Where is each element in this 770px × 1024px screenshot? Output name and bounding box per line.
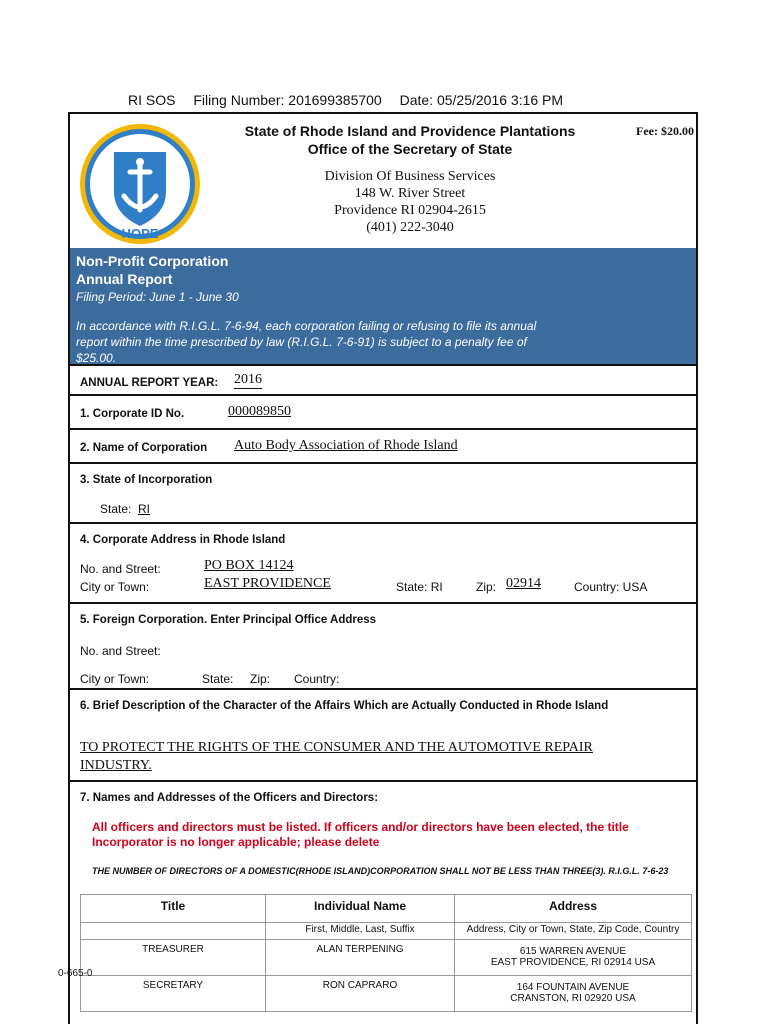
- corporation-name-label: 2. Name of Corporation: [80, 442, 208, 454]
- report-year-value: 2016: [234, 372, 262, 387]
- agency-label: RI SOS: [128, 92, 176, 108]
- corporate-id-value: 000089850: [228, 404, 291, 419]
- description-row: [70, 690, 696, 782]
- officer-address: [455, 940, 692, 976]
- division-phone: (401) 222-3040: [366, 220, 454, 235]
- corporate-address-row: [70, 524, 696, 604]
- corporate-address-label: 4. Corporate Address in Rhode Island: [80, 534, 286, 546]
- description-line-1: TO PROTECT THE RIGHTS OF THE CONSUMER AND THE AUTOMOTIVE REPAIR: [80, 740, 593, 755]
- officer-address: [455, 976, 692, 1012]
- fee-label: Fee: $20.00: [636, 124, 694, 138]
- officer-address-line-2: EAST PROVIDENCE, RI 02914 USA: [490, 957, 656, 968]
- division-address: [260, 168, 560, 236]
- officers-table: [80, 894, 692, 1012]
- foreign-state-label: State:: [202, 672, 234, 686]
- zip-value: 02914: [506, 576, 541, 591]
- state-value: RI: [138, 502, 150, 516]
- foreign-street-label: No. and Street:: [80, 644, 161, 658]
- address-country: Country: USA: [574, 580, 648, 594]
- city-value: EAST PROVIDENCE: [204, 576, 331, 591]
- foreign-corporation-row: [70, 604, 696, 690]
- officers-section: [70, 782, 696, 1022]
- foreign-corporation-label: 5. Foreign Corporation. Enter Principal Office Address: [80, 614, 377, 626]
- foreign-zip-label: Zip:: [250, 672, 271, 686]
- state-incorporation-label: 3. State of Incorporation: [80, 474, 213, 486]
- seal-text: HOPE: [121, 226, 159, 241]
- table-row: [81, 976, 692, 1012]
- name-header: Individual Name: [266, 895, 455, 923]
- officers-warning: All officers and directors must be listed. If officers and/or directors have been elected, the title Incorporator is no longer applicable; please delete: [92, 820, 629, 849]
- table-subheader-row: [81, 923, 692, 940]
- state-incorporation-row: [70, 464, 696, 524]
- title-header: Title: [81, 895, 266, 923]
- officer-address-line-1: 164 FOUNTAIN AVENUE: [516, 982, 630, 993]
- foreign-country-label: Country:: [294, 672, 340, 686]
- officer-address-line-2: CRANSTON, RI 02920 USA: [510, 993, 636, 1004]
- street-value: PO BOX 14124: [204, 558, 294, 573]
- corporate-id-row: [70, 396, 696, 430]
- office-name: Office of the Secretary of State: [307, 141, 513, 157]
- penalty-notice: In accordance with R.I.G.L. 7-6-94, each corporation failing or refusing to file its annual report within the time prescribed by law (R.I.G.L. 7-6-91) is subject to a penalty fee of $25.00.: [76, 319, 537, 365]
- filing-number: Filing Number: 201699385700: [193, 92, 382, 108]
- officer-title: TREASURER: [81, 940, 266, 976]
- officers-label: 7. Names and Addresses of the Officers and Directors:: [80, 792, 379, 804]
- directors-rule: THE NUMBER OF DIRECTORS OF A DOMESTIC(RHODE ISLAND)CORPORATION SHALL NOT BE LESS THAN THREE(3). R.I.G.L. 7-6-23: [92, 866, 669, 876]
- foreign-city-label: City or Town:: [80, 672, 150, 686]
- form-header: [70, 114, 696, 248]
- zip-label: Zip:: [476, 580, 497, 594]
- street-label: No. and Street:: [80, 562, 161, 576]
- officer-address-line-1: 615 WARREN AVENUE: [519, 946, 627, 957]
- corporate-id-label: 1. Corporate ID No.: [80, 408, 185, 420]
- report-banner: [70, 248, 696, 364]
- state-seal-icon: [78, 122, 202, 246]
- address-header: Address: [455, 895, 692, 923]
- filing-period: Filing Period: June 1 - June 30: [76, 290, 239, 304]
- report-name: Annual Report: [76, 271, 173, 287]
- address-state: State: RI: [396, 580, 443, 594]
- table-row: [81, 940, 692, 976]
- officer-name: RON CAPRARO: [266, 976, 455, 1012]
- report-type: Non-Profit Corporation: [76, 253, 229, 269]
- officer-name: ALAN TERPENING: [266, 940, 455, 976]
- corporation-name-value: Auto Body Association of Rhode Island: [234, 438, 458, 453]
- description-label: 6. Brief Description of the Character of the Affairs Which are Actually Conducted in Rhode Island: [80, 700, 609, 712]
- officer-title: SECRETARY: [81, 976, 266, 1012]
- report-year-label: ANNUAL REPORT YEAR:: [80, 377, 219, 389]
- annual-report-form: [68, 112, 698, 1024]
- side-code: 0-665-0: [58, 968, 93, 979]
- name-subheader: First, Middle, Last, Suffix: [266, 923, 455, 940]
- state-label: State:: [100, 502, 132, 516]
- division-street: 148 W. River Street: [354, 186, 466, 201]
- division-name: Division Of Business Services: [324, 169, 496, 184]
- address-subheader: Address, City or Town, State, Zip Code, Country: [455, 923, 692, 940]
- filing-header: [128, 92, 577, 108]
- city-label: City or Town:: [80, 580, 150, 594]
- description-line-2: INDUSTRY.: [80, 758, 152, 773]
- division-city: Providence RI 02904-2615: [334, 203, 486, 218]
- corporation-name-row: [70, 430, 696, 464]
- filing-date: Date: 05/25/2016 3:16 PM: [399, 92, 564, 108]
- office-title: [210, 122, 610, 158]
- table-header-row: [81, 895, 692, 923]
- state-name: State of Rhode Island and Providence Plantations: [244, 123, 576, 139]
- report-year-row: [70, 364, 696, 396]
